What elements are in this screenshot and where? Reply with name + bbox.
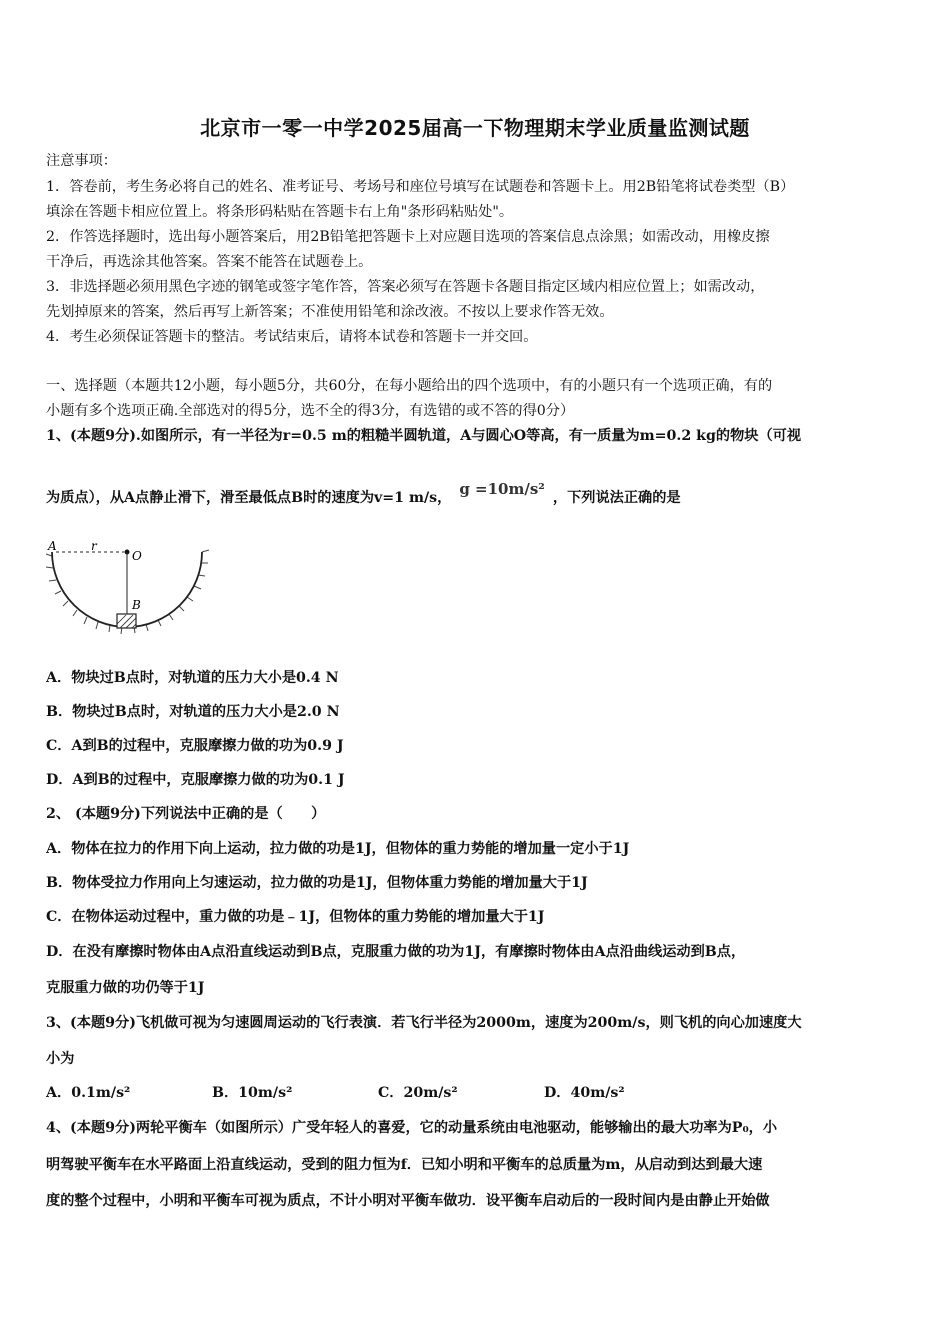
q1-stem-line2 bbox=[46, 480, 908, 514]
q2-option-b: B．物体受拉力作用向上匀速运动，拉力做的功是1J，但物体重力势能的增加量大于1J bbox=[46, 875, 588, 891]
q2-option-d: D．在没有摩擦时物体由A点沿直线运动到B点，克服重力做的功为1J，有摩擦时物体由A点沿曲线运动到B点， bbox=[46, 944, 746, 960]
q3-option-c: C．20m/s² bbox=[378, 1085, 458, 1101]
q3-option-a: A．0.1m/s² bbox=[46, 1085, 131, 1101]
notice-heading: 注意事项： bbox=[46, 153, 117, 169]
q4-stem: 度的整个过程中，小明和平衡车可视为质点，不计小明对平衡车做功．设平衡车启动后的一段时间内是由静止开始做 bbox=[46, 1193, 770, 1209]
q3-option-d: D．40m/s² bbox=[544, 1085, 625, 1101]
q1-option-c: C．A到B的过程中，克服摩擦力做的功为0.9 J bbox=[46, 738, 344, 754]
q2-option-a: A．物体在拉力的作用下向上运动，拉力做的功是1J，但物体的重力势能的增加量一定小于1J bbox=[46, 841, 630, 857]
section-heading: 一、选择题（本题共12小题，每小题5分，共60分，在每小题给出的四个选项中，有的小题只有一个选项正确，有的 bbox=[46, 378, 773, 394]
q1-option-b: B．物块过B点时，对轨道的压力大小是2.0 N bbox=[46, 704, 340, 720]
notice-line: 1．答卷前，考生务必将自己的姓名、准考证号、考场号和座位号填写在试题卷和答题卡上。用2B铅笔将试卷类型（B） bbox=[46, 179, 795, 195]
notice-line: 干净后，再选涂其他答案。答案不能答在试题卷上。 bbox=[46, 254, 373, 270]
point-o-label: O bbox=[132, 549, 142, 563]
q2-option-c: C．在物体运动过程中，重力做的功是﹣1J，但物体的重力势能的增加量大于1J bbox=[46, 909, 545, 925]
q1-stem-text: ，下列说法正确的是 bbox=[552, 490, 681, 506]
q3-stem-line2: 小为 bbox=[46, 1051, 75, 1067]
q3-options bbox=[46, 1083, 908, 1103]
q3-option-b: B．10m/s² bbox=[212, 1085, 293, 1101]
gravity-formula: g =10m/s² bbox=[459, 480, 545, 498]
notice-line: 3．非选择题必须用黑色字迹的钢笔或签字笔作答，答案必须写在答题卡各题目指定区域内相应位置上；如需改动， bbox=[46, 279, 765, 295]
q4-stem: 明驾驶平衡车在水平路面上沿直线运动，受到的阻力恒为f．已知小明和平衡车的总质量为m，从启动到达到最大速 bbox=[46, 1157, 763, 1173]
semicircle-track-figure bbox=[44, 538, 214, 638]
notice-line: 先划掉原来的答案，然后再写上新答案；不准使用铅笔和涂改液。不按以上要求作答无效。 bbox=[46, 304, 614, 320]
radius-label: r bbox=[91, 539, 97, 553]
point-a-label: A bbox=[48, 539, 57, 553]
q1-option-d: D．A到B的过程中，克服摩擦力做的功为0.1 J bbox=[46, 772, 345, 788]
point-b-label: B bbox=[132, 598, 141, 612]
notice-line: 4．考生必须保证答题卡的整洁。考试结束后，请将本试卷和答题卡一并交回。 bbox=[46, 329, 538, 345]
notice-line: 填涂在答题卡相应位置上。将条形码粘贴在答题卡右上角"条形码粘贴处"。 bbox=[46, 204, 514, 220]
q1-stem: 1、(本题9分).如图所示，有一半径为r=0.5 m的粗糙半圆轨道，A与圆心O等高，有一质量为m=0.2 kg的物块（可视 bbox=[46, 428, 802, 444]
q1-stem-text: 为质点），从A点静止滑下，滑至最低点B时的速度为v=1 m/s， bbox=[46, 490, 452, 506]
page-title: 北京市一零一中学2025届高一下物理期末学业质量监测试题 bbox=[200, 116, 750, 140]
q2-stem: 2、 (本题9分)下列说法中正确的是（ ） bbox=[46, 806, 326, 822]
notice-line: 2．作答选择题时，选出每小题答案后，用2B铅笔把答题卡上对应题目选项的答案信息点涂黑；如需改动，用橡皮擦 bbox=[46, 229, 770, 245]
q1-option-a: A．物块过B点时，对轨道的压力大小是0.4 N bbox=[46, 670, 339, 686]
q3-stem: 3、(本题9分)飞机做可视为匀速圆周运动的飞行表演．若飞行半径为2000m，速度为200m/s，则飞机的向心加速度大 bbox=[46, 1015, 802, 1031]
q2-option-d-cont: 克服重力做的功仍等于1J bbox=[46, 980, 205, 996]
q4-stem: 4、(本题9分)两轮平衡车（如图所示）广受年轻人的喜爱，它的动量系统由电池驱动，能够输出的最大功率为P₀，小 bbox=[46, 1120, 778, 1136]
section-heading: 小题有多个选项正确.全部选对的得5分，选不全的得3分，有选错的或不答的得0分） bbox=[46, 403, 575, 419]
